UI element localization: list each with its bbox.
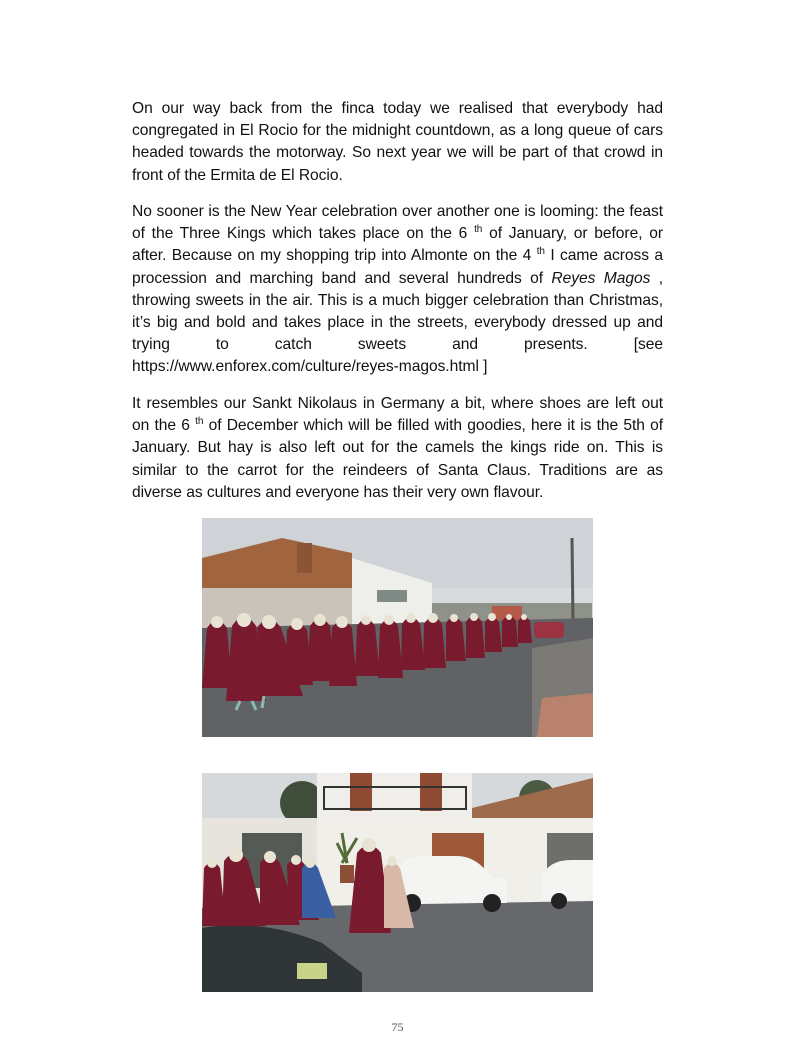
procession-street-image [202,518,593,737]
paragraph-2 [132,201,663,379]
italic-term: Reyes Magos [551,269,651,287]
ordinal-suffix: th [536,246,545,258]
page-number: 75 [391,1020,404,1034]
paragraph-3 [132,393,663,504]
procession-houses-image [202,773,593,992]
procession-photo-1 [202,518,593,737]
paragraph-2-text-d: , throwing sweets in the air. This is a much bigger celebration than Christmas, it’s big and bold and takes place in the streets, everybody dressed up and trying to catch sweets and presents. [see https://www.enforex.com/culture/reyes-magos.html ] [132,269,663,376]
paragraph-2-text-a: No sooner is the New Year celebration over another one is looming: the feast of the Three Kings which takes place on the 6 [132,203,663,243]
procession-photo-2 [202,773,593,992]
paragraph-2-text-c: I came across a procession and marching band and several hundreds of [132,247,663,287]
paragraph-3-text-a: It resembles our Sankt Nikolaus in Germany a bit, where shoes are left out on the 6 [132,395,663,435]
paragraph-1-text: On our way back from the finca today we realised that everybody had congregated in El Rocio for the midnight countdown, as a long queue of cars headed towards the motorway. So next year we will be part of that crowd in front of the Ermita de El Rocio. [132,100,663,184]
ordinal-suffix: th [474,224,483,236]
ordinal-suffix: th [195,416,204,428]
paragraph-2-text-b: of January, or before, or after. Because on my shopping trip into Almonte on the 4 [132,225,663,265]
paragraph-3-text-b: of December which will be filled with goodies, here it is the 5th of January. But hay is also left out for the camels the kings ride on. This is similar to the carrot for the reindeers of Santa Claus. Traditions are as diverse as cultures and everyone has their very own flavour. [132,417,663,501]
paragraph-1 [132,98,663,187]
